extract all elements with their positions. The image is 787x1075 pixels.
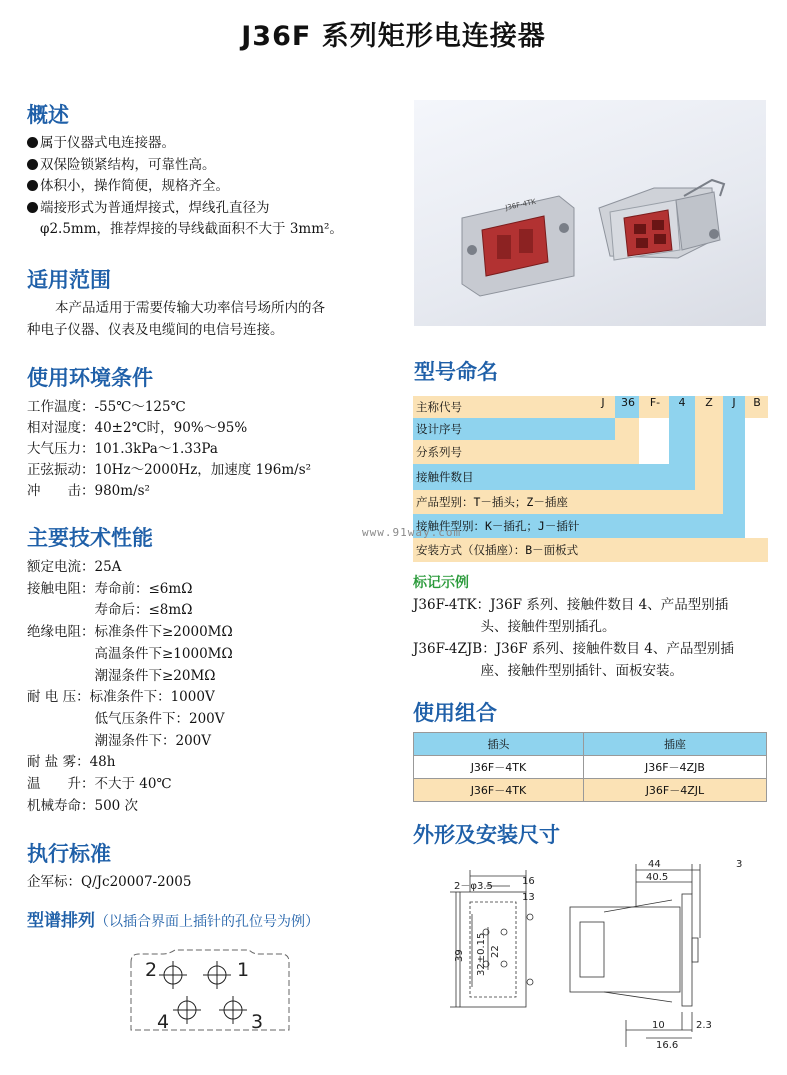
model-row-label: 接触件型别：K－插孔；J－插针 bbox=[416, 519, 580, 533]
pin-label: 4 bbox=[157, 1011, 170, 1033]
environment-line: 正弦振动：10Hz～2000Hz，加速度 196m/s² bbox=[27, 462, 312, 478]
overview-continuation: φ2.5mm，推荐焊接的导线截面积不大于 3mm²。 bbox=[40, 221, 343, 237]
model-code: F- bbox=[649, 396, 661, 409]
svg-text:J36F-4TK: J36F-4TK bbox=[504, 197, 537, 212]
performance-line: 低气压条件下：200V bbox=[27, 710, 225, 727]
example-line: 头、接触件型别插孔。 bbox=[413, 619, 616, 635]
performance-line: 耐 电 压：标准条件下：1000V bbox=[27, 689, 215, 706]
table-row bbox=[414, 756, 767, 779]
dimension-drawing bbox=[450, 852, 775, 1052]
table-cell: J36F－4TK bbox=[414, 756, 584, 779]
performance-line: 温 升：不大于 40℃ bbox=[27, 776, 172, 793]
overview-list bbox=[27, 133, 343, 241]
model-row-label: 接触件数目 bbox=[416, 470, 474, 484]
product-photo bbox=[414, 100, 766, 326]
pin-label: 2 bbox=[145, 959, 158, 981]
table-cell: J36F－4ZJL bbox=[583, 779, 766, 802]
scope-heading: 适用范围 bbox=[27, 268, 111, 292]
model-heading: 型号命名 bbox=[414, 360, 498, 384]
overview-item: 体积小，操作简便，规格齐全。 bbox=[27, 176, 343, 198]
scope-line: 种电子仪器、仪表及电缆间的电信号连接。 bbox=[27, 322, 284, 338]
bullet-icon bbox=[27, 202, 38, 213]
model-row-label: 主称代号 bbox=[416, 400, 462, 414]
table-header: 插头 bbox=[414, 733, 584, 756]
dimensions-heading: 外形及安装尺寸 bbox=[413, 823, 560, 847]
model-code: 36 bbox=[621, 396, 635, 409]
example-line: 座、接触件型别插针、面板安装。 bbox=[413, 663, 683, 679]
model-code: J bbox=[732, 396, 736, 409]
performance-line: 绝缘电阻：标准条件下≥2000MΩ bbox=[27, 624, 233, 641]
overview-item: 双保险锁紧结构，可靠性高。 bbox=[27, 155, 343, 177]
environment-line: 相对湿度：40±2℃时，90%～95% bbox=[27, 420, 248, 436]
dimension-label: 40.5 bbox=[646, 872, 669, 883]
examples-list bbox=[413, 594, 734, 682]
bullet-icon bbox=[27, 180, 38, 191]
examples-heading: 标记示例 bbox=[413, 575, 469, 591]
arrangement-heading: 型谱排列 bbox=[27, 911, 95, 931]
arrangement-title bbox=[27, 906, 319, 931]
example-line: J36F-4TK：J36F 系列、接触件数目 4、产品型别插 bbox=[413, 597, 729, 613]
arrangement-note: （以插合界面上插针的孔位号为例） bbox=[95, 914, 319, 930]
dimension-label: 2.3 bbox=[696, 1020, 712, 1031]
standard-heading: 执行标准 bbox=[27, 842, 111, 866]
environment-line: 冲 击：980m/s² bbox=[27, 483, 150, 499]
performance-line: 耐 盐 雾：48h bbox=[27, 754, 116, 771]
dimension-label: 10 bbox=[652, 1020, 665, 1031]
table-header: 插座 bbox=[583, 733, 766, 756]
model-code: Z bbox=[705, 396, 713, 409]
model-row-label: 设计序号 bbox=[416, 422, 462, 436]
table-cell: J36F－4ZJB bbox=[583, 756, 766, 779]
model-code: 4 bbox=[678, 396, 686, 409]
standard-text: 企军标：Q/Jc20007-2005 bbox=[27, 874, 192, 890]
environment-heading: 使用环境条件 bbox=[27, 366, 153, 390]
dimension-label: 3 bbox=[736, 859, 743, 870]
dimension-label: 44 bbox=[648, 859, 661, 870]
page-title: J36F 系列矩形电连接器 bbox=[241, 21, 546, 52]
overview-heading: 概述 bbox=[27, 103, 69, 127]
performance-line: 寿命后：≤8mΩ bbox=[27, 602, 193, 619]
example-line: J36F-4ZJB：J36F 系列、接触件数目 4、产品型别插 bbox=[413, 641, 734, 657]
dimension-label: 13 bbox=[522, 892, 535, 903]
model-code: J bbox=[601, 396, 605, 409]
table-row bbox=[414, 779, 767, 802]
dimension-label: 22 bbox=[490, 945, 501, 958]
dimension-label: 39 bbox=[454, 949, 465, 962]
overview-item: 属于仪器式电连接器。 bbox=[27, 133, 343, 155]
bullet-icon bbox=[27, 137, 38, 148]
performance-line: 额定电流：25A bbox=[27, 559, 122, 575]
pin-label: 3 bbox=[251, 1011, 264, 1033]
pin-label: 1 bbox=[237, 959, 250, 981]
performance-heading: 主要技术性能 bbox=[27, 526, 153, 550]
pin-arrangement-diagram bbox=[125, 948, 295, 1036]
dimension-label: 32±0.15 bbox=[476, 932, 487, 976]
performance-list bbox=[27, 557, 233, 817]
model-naming-chart bbox=[413, 396, 768, 562]
model-row-label: 产品型别：T－插头；Z－插座 bbox=[416, 495, 568, 509]
dimension-label: 16 bbox=[522, 876, 535, 887]
performance-line: 潮湿条件下：200V bbox=[27, 732, 212, 749]
performance-line: 接触电阻：寿命前：≤6mΩ bbox=[27, 580, 193, 597]
connector-illustration bbox=[414, 100, 766, 326]
model-row-label: 分系列号 bbox=[416, 445, 462, 459]
overview-item: 端接形式为普通焊接式，焊线孔直径为 bbox=[27, 198, 343, 220]
combination-heading: 使用组合 bbox=[413, 701, 497, 725]
scope-line: 本产品适用于需要传输大功率信号场所内的各 bbox=[55, 300, 325, 316]
watermark: www.91way.com bbox=[362, 526, 462, 539]
environment-line: 工作温度：-55℃～125℃ bbox=[27, 399, 186, 415]
table-cell: J36F－4TK bbox=[414, 779, 584, 802]
performance-line: 高温条件下≥1000MΩ bbox=[27, 645, 233, 662]
bullet-icon bbox=[27, 159, 38, 170]
model-code: B bbox=[753, 396, 761, 409]
environment-list bbox=[27, 397, 311, 502]
environment-line: 大气压力：101.3kPa～1.33Pa bbox=[27, 441, 218, 457]
performance-line: 机械寿命：500 次 bbox=[27, 797, 139, 814]
dimension-label: 2－φ3.5 bbox=[454, 881, 493, 892]
combination-table bbox=[413, 732, 767, 802]
model-row-label: 安装方式（仅插座）：B－面板式 bbox=[416, 543, 579, 557]
performance-line: 潮湿条件下≥20MΩ bbox=[27, 667, 216, 684]
dimension-label: 16.6 bbox=[656, 1040, 679, 1051]
